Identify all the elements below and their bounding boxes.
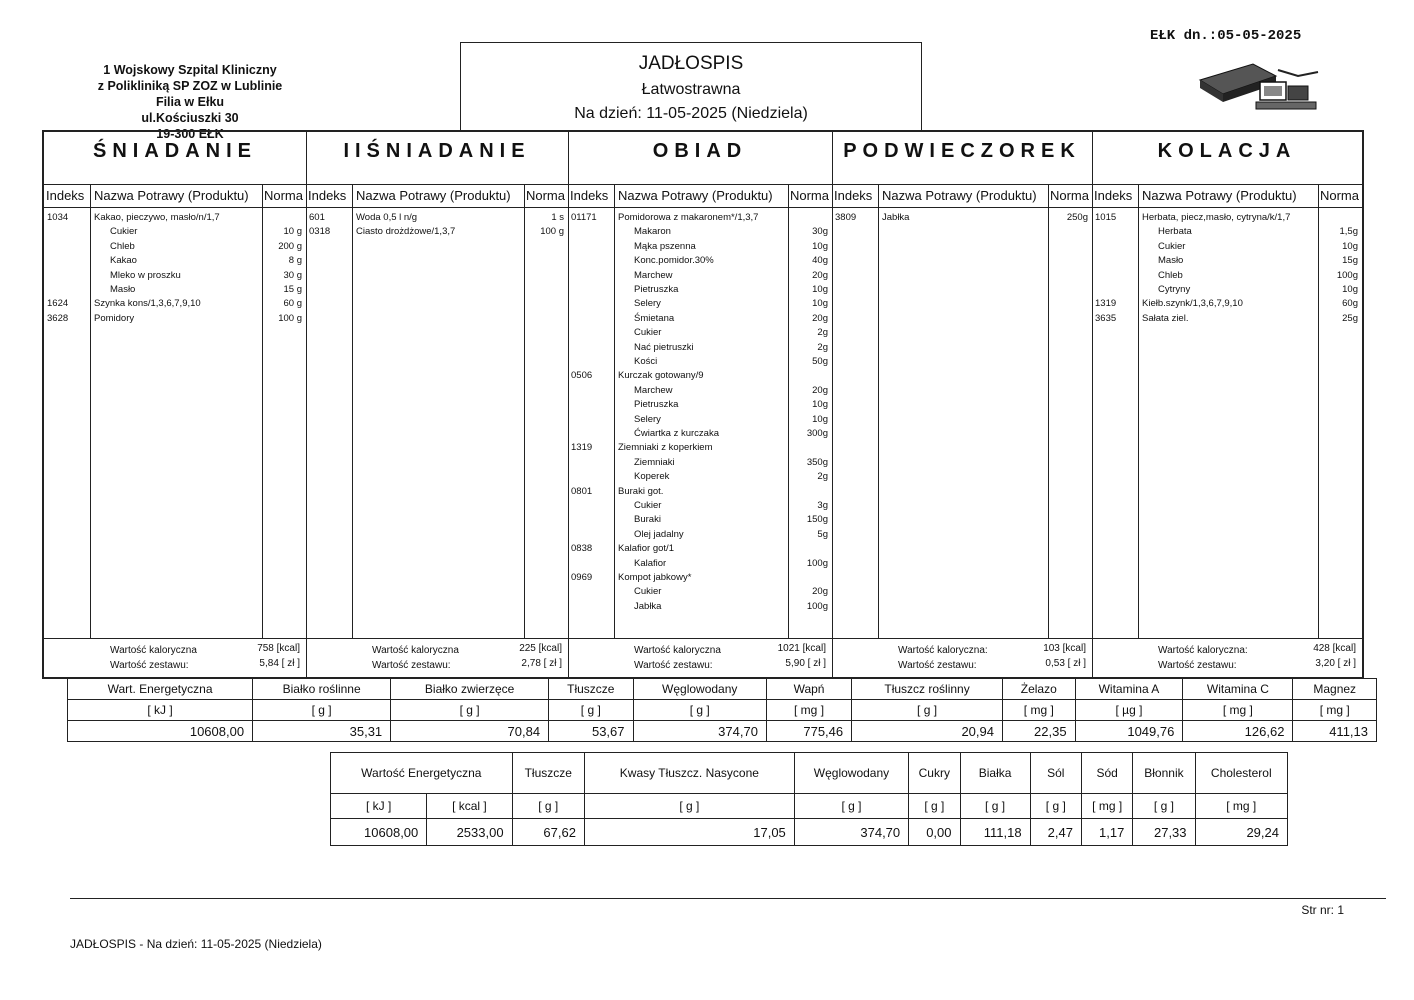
cost-label: Wartość zestawu:	[898, 660, 977, 671]
row-name: Kiełb.szynk/1,3,6,7,9,10	[1142, 298, 1243, 310]
meal-row	[44, 255, 306, 269]
row-name: Cukier	[634, 500, 662, 511]
meal-row	[1092, 212, 1362, 226]
row-norm: 15 g	[283, 284, 302, 295]
meal-row	[1092, 298, 1362, 312]
row-name: Szynka kons/1,3,6,7,9,10	[94, 298, 201, 310]
row-name: Ciasto drożdżowe/1,3,7	[356, 226, 456, 238]
row-norm: 50g	[812, 356, 828, 367]
cost-label: Wartość zestawu:	[372, 660, 451, 671]
cost-label: Wartość zestawu:	[1158, 660, 1237, 671]
row-norm: 10g	[812, 399, 828, 411]
nutrient-unit: [ mg ]	[1183, 700, 1293, 721]
row-index: 1624	[47, 298, 69, 310]
nutrient-header: Witamina A	[1075, 679, 1183, 700]
meal-row	[568, 270, 832, 284]
column-divider	[524, 184, 525, 639]
meal-row	[568, 586, 832, 600]
meal-row	[44, 226, 306, 240]
meal-row	[1092, 270, 1362, 284]
nutrient-value: 126,62	[1183, 721, 1293, 742]
summary-value: 2533,00	[427, 819, 512, 846]
nutrient-header: Wapń	[766, 679, 851, 700]
summary-unit: [ g ]	[1133, 794, 1195, 819]
row-name: Chleb	[1158, 269, 1183, 281]
nutrient-unit: [ g ]	[253, 700, 391, 721]
row-norm: 100 g	[540, 226, 564, 238]
meal-row	[568, 212, 832, 226]
header-name: Nazwa Potrawy (Produktu)	[882, 188, 1037, 203]
row-name: Cukier	[634, 327, 662, 339]
summary-header: Kwasy Tłuszcz. Nasycone	[584, 753, 794, 794]
row-name: Nać pietruszki	[634, 341, 694, 353]
nutrient-unit: [ mg ]	[1003, 700, 1076, 721]
row-name: Woda 0,5 l n/g	[356, 212, 418, 223]
header-name: Nazwa Potrawy (Produktu)	[1142, 188, 1297, 203]
row-name: Cytryny	[1158, 284, 1191, 295]
meal-row	[44, 298, 306, 312]
row-name: Buraki got.	[618, 485, 664, 497]
cost-label: Wartość zestawu:	[634, 660, 713, 671]
summary-unit: [ g ]	[584, 794, 794, 819]
row-name: Śmietana	[634, 312, 675, 324]
summary-header-row	[331, 753, 1288, 794]
kcal-label: Wartość kaloryczna:	[898, 645, 988, 656]
hospital-line: ul.Kościuszki 30	[141, 111, 239, 125]
footer-note: JADŁOSPIS - Na dzień: 11-05-2025 (Niedziela)	[70, 937, 322, 951]
summary-value-row	[331, 819, 1288, 846]
header-norm: Norma	[789, 188, 829, 203]
meal-summary	[568, 638, 832, 677]
summary-header: Cholesterol	[1195, 753, 1287, 794]
row-norm: 40g	[812, 255, 828, 267]
nutrient-unit: [ g ]	[391, 700, 549, 721]
row-index: 1319	[1095, 298, 1117, 310]
cost-value: 0,53 [ zł ]	[1045, 658, 1086, 669]
row-name: Kurczak gotowany/9	[618, 370, 704, 382]
nutrient-value: 22,35	[1003, 721, 1076, 742]
meal-row	[568, 385, 832, 399]
row-name: Kakao	[110, 255, 137, 267]
hospital-line: 19-300 EŁK	[156, 127, 224, 141]
column-headers	[832, 184, 1092, 208]
header-norm: Norma	[1319, 188, 1359, 203]
row-index: 1319	[571, 442, 593, 454]
summary-header: Sód	[1081, 753, 1132, 794]
row-name: Sałata ziel.	[1142, 312, 1189, 324]
summary-unit: [ g ]	[512, 794, 584, 819]
row-name: Pietruszka	[634, 284, 679, 295]
row-norm: 10g	[812, 298, 828, 310]
meal-row	[568, 298, 832, 312]
row-norm: 10g	[1342, 284, 1358, 295]
nutrient-unit: [ g ]	[633, 700, 766, 721]
nutrient-value: 70,84	[391, 721, 549, 742]
meal-column	[44, 132, 307, 677]
nutrient-header-row	[68, 679, 1377, 700]
header-norm: Norma	[525, 188, 565, 203]
meal-row	[568, 342, 832, 356]
summary-value: 2,47	[1030, 819, 1081, 846]
nutrient-value: 411,13	[1293, 721, 1377, 742]
row-norm: 30 g	[283, 269, 302, 281]
row-norm: 200 g	[278, 240, 302, 252]
row-index: 3628	[47, 312, 69, 324]
summary-unit: [ g ]	[909, 794, 960, 819]
row-norm: 2g	[817, 471, 828, 483]
summary-value: 0,00	[909, 819, 960, 846]
hospital-line: Filia w Ełku	[155, 95, 225, 109]
row-name: Ziemniaki z koperkiem	[618, 442, 713, 454]
row-norm: 15g	[1342, 255, 1358, 267]
row-index: 0318	[309, 226, 331, 238]
nutrient-value: 20,94	[852, 721, 1003, 742]
page-title: JADŁOSPIS	[638, 53, 744, 74]
nutrients-table-daily	[67, 678, 1377, 742]
nutrient-unit: [ µg ]	[1075, 700, 1183, 721]
meal-row	[568, 572, 832, 586]
kcal-label: Wartość kaloryczna	[372, 645, 459, 656]
row-name: Herbata, piecz,masło, cytryna/k/1,7	[1142, 212, 1291, 223]
summary-unit: [ g ]	[794, 794, 908, 819]
meal-row	[1092, 241, 1362, 255]
meal-row	[568, 601, 832, 615]
row-norm: 5g	[817, 528, 828, 540]
cost-label: Wartość zestawu:	[110, 660, 189, 671]
column-headers	[568, 184, 832, 208]
meal-column	[306, 132, 569, 677]
print-date: EŁK dn.:05-05-2025	[1150, 28, 1302, 44]
row-norm: 100g	[806, 557, 828, 569]
meal-column	[1092, 132, 1362, 677]
meal-row	[306, 226, 568, 240]
cost-value: 5,84 [ zł ]	[259, 658, 300, 669]
nutrient-unit: [ mg ]	[766, 700, 851, 721]
kcal-label: Wartość kaloryczna	[110, 645, 197, 656]
nutrient-value: 53,67	[549, 721, 633, 742]
meal-row	[568, 457, 832, 471]
nutrient-header: Wart. Energetyczna	[68, 679, 253, 700]
summary-unit: [ mg ]	[1081, 794, 1132, 819]
row-name: Kompot jabkowy*	[618, 572, 692, 583]
meal-row	[568, 471, 832, 485]
header-index: Indeks	[1094, 188, 1133, 203]
nutrient-header: Żelazo	[1003, 679, 1076, 700]
header-name: Nazwa Potrawy (Produktu)	[94, 188, 249, 203]
row-index: 0801	[571, 485, 593, 497]
kcal-value: 1021 [kcal]	[777, 643, 826, 654]
row-index: 1034	[47, 212, 69, 223]
summary-unit: [ kJ ]	[331, 794, 427, 819]
nutrient-header: Węglowodany	[633, 679, 766, 700]
meal-row	[568, 370, 832, 384]
meal-row	[568, 414, 832, 428]
row-name: Makaron	[634, 226, 671, 238]
row-name: Ćwiartka z kurczaka	[634, 428, 719, 439]
row-norm: 1,5g	[1339, 226, 1358, 238]
meal-row	[568, 558, 832, 572]
row-norm: 1 s	[551, 212, 564, 223]
nutrient-value: 10608,00	[68, 721, 253, 742]
meal-column	[832, 132, 1093, 677]
nutrient-unit: [ mg ]	[1293, 700, 1377, 721]
nutrient-header: Białko roślinne	[253, 679, 391, 700]
row-name: Olej jadalny	[634, 528, 684, 540]
row-norm: 10g	[812, 413, 828, 425]
row-index: 0969	[571, 572, 593, 583]
header-name: Nazwa Potrawy (Produktu)	[356, 188, 511, 203]
row-name: Cukier	[634, 586, 662, 598]
kcal-value: 225 [kcal]	[519, 643, 562, 654]
meal-row	[1092, 255, 1362, 269]
row-name: Pomidorowa z makaronem*/1,3,7	[618, 212, 759, 223]
page-number: Str nr: 1	[1301, 903, 1344, 917]
nutrients-table-summary	[330, 752, 1288, 846]
meal-row	[568, 255, 832, 269]
row-norm: 10g	[812, 284, 828, 295]
row-name: Marchew	[634, 269, 673, 281]
nutrient-header: Tłuszcze	[549, 679, 633, 700]
summary-header: Tłuszcze	[512, 753, 584, 794]
meal-row	[1092, 226, 1362, 240]
column-divider	[1048, 184, 1049, 639]
row-norm: 8 g	[288, 255, 302, 267]
nutrient-header: Magnez	[1293, 679, 1377, 700]
row-name: Cukier	[110, 226, 138, 238]
summary-header: Cukry	[909, 753, 960, 794]
row-name: Kalafior got/1	[618, 543, 674, 555]
menu-date: Na dzień: 11-05-2025 (Niedziela)	[574, 105, 808, 122]
row-name: Kalafior	[634, 557, 667, 569]
nutrient-value: 35,31	[253, 721, 391, 742]
summary-unit: [ mg ]	[1195, 794, 1287, 819]
summary-header: Sól	[1030, 753, 1081, 794]
meals-table	[42, 130, 1364, 679]
row-norm: 30g	[812, 226, 828, 238]
meal-row	[568, 284, 832, 298]
meal-summary	[44, 638, 306, 677]
row-name: Jabłka	[634, 600, 662, 612]
header-index: Indeks	[834, 188, 873, 203]
summary-value: 67,62	[512, 819, 584, 846]
cost-value: 3,20 [ zł ]	[1315, 658, 1356, 669]
summary-unit: [ g ]	[1030, 794, 1081, 819]
header-norm: Norma	[263, 188, 303, 203]
summary-value: 17,05	[584, 819, 794, 846]
header-norm: Norma	[1049, 188, 1089, 203]
column-headers	[1092, 184, 1362, 208]
diet-name: Łatwostrawna	[641, 81, 741, 98]
summary-header: Węglowodany	[794, 753, 908, 794]
meal-title: ŚNIADANIE	[92, 140, 257, 162]
summary-value: 10608,00	[331, 819, 427, 846]
row-index: 1015	[1095, 212, 1117, 223]
meal-row	[568, 399, 832, 413]
nutrient-unit: [ g ]	[549, 700, 633, 721]
meal-row	[568, 356, 832, 370]
meal-row	[568, 226, 832, 240]
row-name: Masło	[110, 284, 136, 295]
row-name: Mąka pszenna	[634, 240, 696, 252]
hospital-line: 1 Wojskowy Szpital Kliniczny	[103, 63, 277, 77]
row-index: 0506	[571, 370, 593, 382]
row-norm: 2g	[817, 341, 828, 353]
meal-row	[568, 313, 832, 327]
meal-row	[306, 212, 568, 226]
meal-title: PODWIECZOREK	[843, 140, 1081, 162]
meal-row	[568, 486, 832, 500]
header-index: Indeks	[570, 188, 609, 203]
meal-summary	[306, 638, 568, 677]
row-name: Mleko w proszku	[110, 269, 181, 281]
nutrient-header: Białko zwierzęce	[391, 679, 549, 700]
meal-row	[568, 500, 832, 514]
meal-row	[568, 543, 832, 557]
row-norm: 20g	[812, 384, 828, 396]
nutrient-value-row	[68, 721, 1377, 742]
row-norm: 350g	[806, 456, 828, 468]
kcal-label: Wartość kaloryczna:	[1158, 645, 1248, 656]
meal-summary	[832, 638, 1092, 677]
nutrient-header: Tłuszcz roślinny	[852, 679, 1003, 700]
row-norm: 60 g	[283, 298, 302, 310]
nutrient-unit: [ kJ ]	[68, 700, 253, 721]
kcal-value: 103 [kcal]	[1043, 643, 1086, 654]
summary-value: 111,18	[960, 819, 1030, 846]
row-norm: 300g	[806, 428, 828, 439]
nutrient-value: 775,46	[766, 721, 851, 742]
meal-row	[568, 529, 832, 543]
row-name: Koperek	[634, 471, 670, 483]
row-name: Chleb	[110, 240, 135, 252]
row-norm: 20g	[812, 586, 828, 598]
nutrient-unit: [ g ]	[852, 700, 1003, 721]
row-norm: 20g	[812, 312, 828, 324]
row-name: Selery	[634, 298, 661, 310]
summary-unit-row	[331, 794, 1288, 819]
meal-row	[44, 212, 306, 226]
meal-row	[568, 442, 832, 456]
row-norm: 100 g	[278, 312, 302, 324]
cost-value: 2,78 [ zł ]	[521, 658, 562, 669]
summary-value: 27,33	[1133, 819, 1195, 846]
nutrient-value: 1049,76	[1075, 721, 1183, 742]
row-index: 01171	[571, 212, 597, 223]
meal-row	[44, 313, 306, 327]
meal-row	[832, 212, 1092, 226]
summary-header-energy: Wartość Energetyczna	[331, 753, 513, 794]
column-headers	[44, 184, 306, 208]
row-name: Masło	[1158, 255, 1184, 267]
book-computer-logo	[1198, 58, 1323, 118]
summary-unit: [ kcal ]	[427, 794, 512, 819]
meal-row	[568, 428, 832, 442]
summary-header: Błonnik	[1133, 753, 1195, 794]
row-norm: 2g	[817, 327, 828, 339]
row-index: 601	[309, 212, 325, 223]
row-name: Kości	[634, 356, 658, 367]
nutrient-unit-row	[68, 700, 1377, 721]
header-index: Indeks	[46, 188, 85, 203]
row-name: Selery	[634, 413, 661, 425]
cost-value: 5,90 [ zł ]	[785, 658, 826, 669]
row-norm: 250g	[1066, 212, 1088, 223]
summary-value: 1,17	[1081, 819, 1132, 846]
meal-row	[44, 241, 306, 255]
row-name: Pietruszka	[634, 399, 679, 411]
row-norm: 20g	[812, 269, 828, 281]
summary-value: 374,70	[794, 819, 908, 846]
column-headers	[306, 184, 568, 208]
meal-row	[1092, 313, 1362, 327]
column-divider	[352, 184, 353, 639]
row-name: Pomidory	[94, 312, 135, 324]
kcal-value: 758 [kcal]	[257, 643, 300, 654]
row-norm: 25g	[1342, 312, 1358, 324]
header-name: Nazwa Potrawy (Produktu)	[618, 188, 773, 203]
row-norm: 10g	[812, 240, 828, 252]
meal-summary	[1092, 638, 1362, 677]
meal-row	[568, 514, 832, 528]
meal-column	[568, 132, 833, 677]
hospital-line: z Polikliniką SP ZOZ w Lublinie	[97, 79, 283, 93]
nutrient-header: Witamina C	[1183, 679, 1293, 700]
row-norm: 10g	[1342, 240, 1358, 252]
kcal-value: 428 [kcal]	[1313, 643, 1356, 654]
row-norm: 60g	[1342, 298, 1358, 310]
row-index: 3635	[1095, 312, 1117, 324]
meal-row	[568, 327, 832, 341]
meal-row	[568, 241, 832, 255]
footer-divider	[70, 898, 1386, 899]
row-name: Kakao, pieczywo, masło/n/1,7	[94, 212, 220, 223]
summary-unit: [ g ]	[960, 794, 1030, 819]
row-norm: 3g	[817, 500, 828, 511]
summary-value: 29,24	[1195, 819, 1287, 846]
meal-row	[44, 270, 306, 284]
nutrient-value: 374,70	[633, 721, 766, 742]
meal-title: IIŚNIADANIE	[343, 140, 531, 162]
row-index: 0838	[571, 543, 593, 555]
row-name: Herbata	[1158, 226, 1192, 238]
meal-title: KOLACJA	[1157, 140, 1297, 162]
row-name: Konc.pomidor.30%	[634, 255, 714, 267]
row-name: Marchew	[634, 384, 673, 396]
meal-row	[44, 284, 306, 298]
summary-header: Białka	[960, 753, 1030, 794]
row-norm: 100g	[1336, 269, 1358, 281]
row-name: Buraki	[634, 514, 661, 526]
meal-title: OBIAD	[652, 140, 748, 162]
row-norm: 10 g	[283, 226, 302, 238]
column-divider	[878, 184, 879, 639]
row-norm: 100g	[806, 600, 828, 612]
row-norm: 150g	[806, 514, 828, 526]
row-index: 3809	[835, 212, 857, 223]
row-name: Jabłka	[882, 212, 910, 223]
title-box	[460, 42, 922, 132]
kcal-label: Wartość kaloryczna	[634, 645, 721, 656]
meal-row	[1092, 284, 1362, 298]
row-name: Ziemniaki	[634, 456, 675, 468]
row-name: Cukier	[1158, 240, 1186, 252]
header-index: Indeks	[308, 188, 347, 203]
